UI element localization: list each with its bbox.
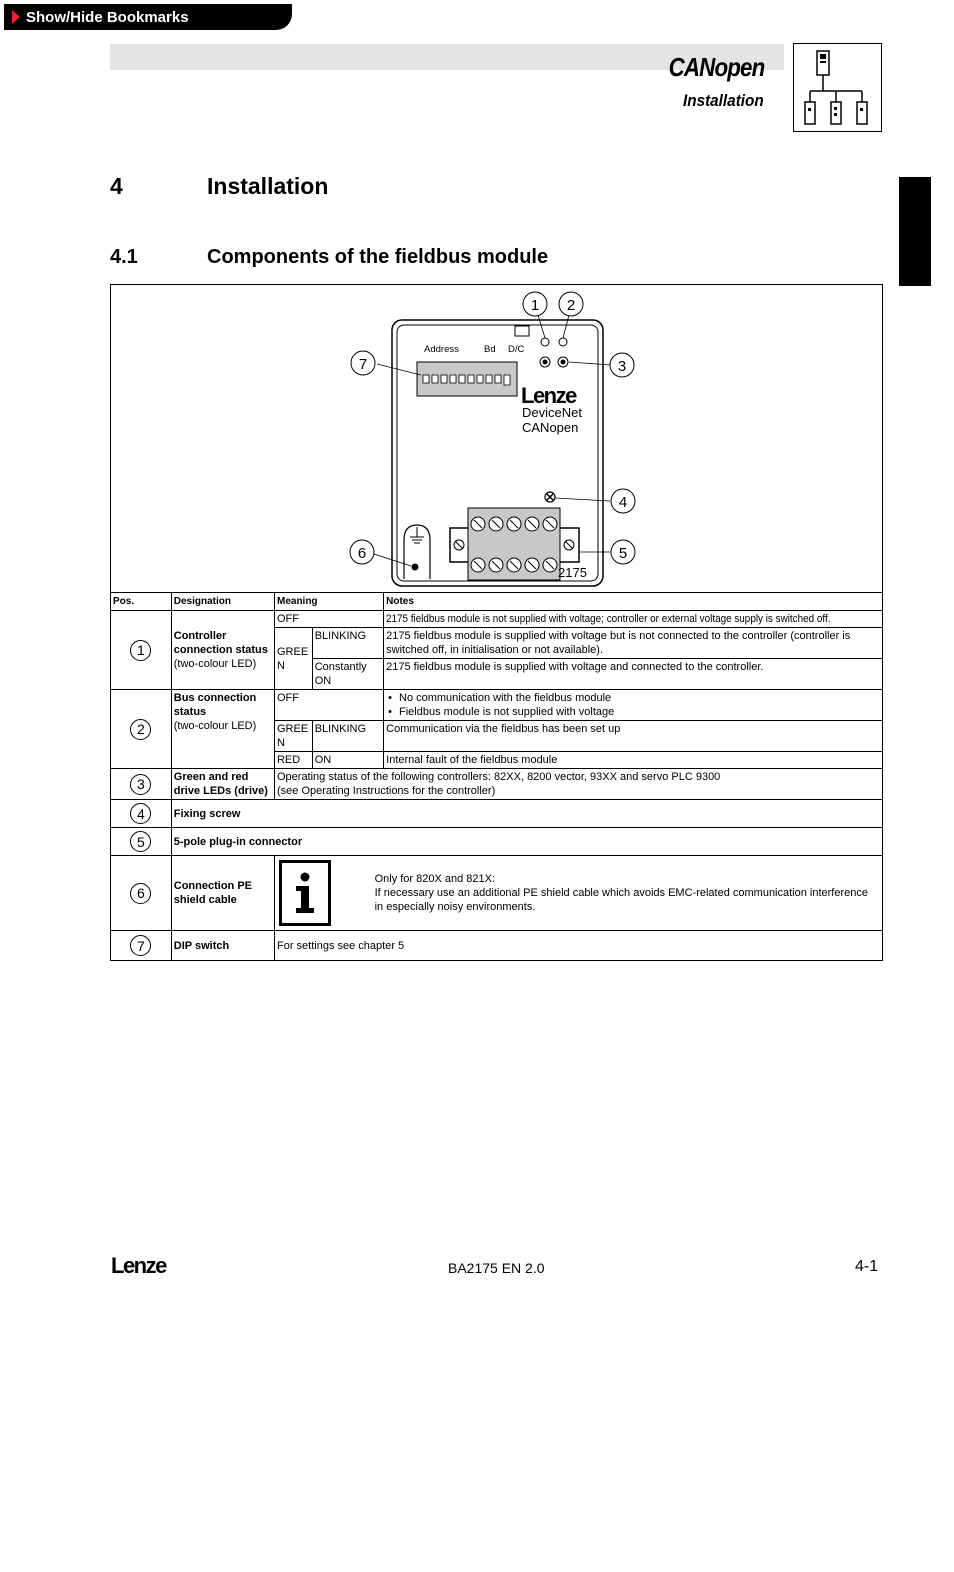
designation-controller-status: Controller connection status <box>173 630 268 656</box>
dc-label: D/C <box>508 344 525 355</box>
brand-logo: Lenze <box>521 383 576 408</box>
note-drive-leds-1: Operating status of the following controllers: 82XX, 8200 vector, 93XX and servo PLC 9300 <box>276 771 721 783</box>
pos-6: 6 <box>130 883 151 904</box>
pos-2: 2 <box>130 719 151 740</box>
callout-7: 7 <box>358 356 368 373</box>
meaning-red: RED <box>274 752 312 769</box>
table-row <box>111 611 883 628</box>
meaning-blinking: BLINKING <box>312 628 383 659</box>
table-row <box>111 769 883 800</box>
footer-logo: Lenze <box>111 1253 166 1278</box>
note-dip-switch: For settings see chapter 5 <box>274 931 882 961</box>
pos-3: 3 <box>130 774 151 795</box>
info-line-2: If necessary use an additional PE shield cable which avoids EMC-related communication interference in especially noisy environments. <box>374 887 868 913</box>
table-row <box>111 800 883 828</box>
note-on: Internal fault of the fieldbus module <box>384 752 883 769</box>
note-constantly-on: 2175 fieldbus module is supplied with voltage and connected to the controller. <box>384 659 883 690</box>
info-line-1: Only for 820X and 821X: <box>374 873 496 885</box>
devicenet-label: DeviceNet <box>522 405 582 420</box>
callout-6: 6 <box>357 545 367 562</box>
pos-7: 7 <box>130 935 151 956</box>
designation-note: (two-colour LED) <box>173 658 257 670</box>
meaning-off: OFF <box>274 611 383 628</box>
pos-5: 5 <box>130 831 151 852</box>
header-meaning: Meaning <box>274 593 383 611</box>
note-drive-leds-2: (see Operating Instructions for the controller) <box>276 785 496 797</box>
table-header-row <box>111 593 883 611</box>
header-notes: Notes <box>384 593 883 611</box>
designation-note: (two-colour LED) <box>173 720 257 732</box>
callout-5: 5 <box>618 545 628 562</box>
footer-doc-id: BA2175 EN 2.0 <box>448 1260 545 1276</box>
pos-1: 1 <box>130 640 151 661</box>
fieldbus-module-figure <box>110 284 883 593</box>
list-item: • Fieldbus module is not supplied with voltage <box>386 705 880 719</box>
address-label: Address <box>424 344 459 355</box>
designation-plug-connector: 5-pole plug-in connector <box>171 828 882 856</box>
pos-4: 4 <box>130 803 151 824</box>
components-table <box>110 592 883 961</box>
callout-1: 1 <box>530 297 540 314</box>
note-off-list <box>386 691 880 719</box>
header-designation: Designation <box>171 593 274 611</box>
note-blinking: 2175 fieldbus module is supplied with voltage but is not connected to the controller (controller is switched off, in initialisation or not available). <box>384 628 883 659</box>
table-row <box>111 931 883 961</box>
note-off: 2175 fieldbus module is not supplied with voltage; controller or external voltage supply is switched off. <box>386 613 831 625</box>
meaning-on: ON <box>312 752 383 769</box>
meaning-constantly-on: Constantly ON <box>312 659 383 690</box>
callout-2: 2 <box>566 297 576 314</box>
arrow-right-icon <box>12 10 20 24</box>
callout-3: 3 <box>617 358 627 375</box>
designation-pe-shield: Connection PE shield cable <box>171 856 274 931</box>
section-title: Installation <box>207 173 329 199</box>
section-number: 4 <box>110 173 123 199</box>
fieldbus-module-drawing <box>111 285 882 593</box>
canopen-label: CANopen <box>522 420 579 435</box>
designation-fixing-screw: Fixing screw <box>171 800 882 828</box>
footer-page-number: 4-1 <box>855 1258 879 1275</box>
meaning-blinking: BLINKING <box>312 721 383 752</box>
network-topology-icon <box>793 43 882 132</box>
header-pos: Pos. <box>111 593 172 611</box>
show-hide-bookmarks-button[interactable] <box>4 4 292 30</box>
subsection-number: 4.1 <box>110 246 138 268</box>
table-row <box>111 690 883 721</box>
table-row <box>111 828 883 856</box>
designation-dip-switch: DIP switch <box>171 931 274 961</box>
meaning-off: OFF <box>274 690 383 721</box>
chapter-thumb-tab <box>899 177 931 286</box>
show-hide-bookmarks-label: Show/Hide Bookmarks <box>26 8 189 26</box>
table-row <box>111 856 883 931</box>
note-blinking: Communication via the fieldbus has been set up <box>384 721 883 752</box>
callout-4: 4 <box>618 494 628 511</box>
bd-label: Bd <box>484 344 496 355</box>
list-item: • No communication with the fieldbus module <box>386 691 880 705</box>
info-icon <box>279 860 331 926</box>
designation-bus-status: Bus connection status <box>173 692 257 718</box>
meaning-green: GREE N <box>274 628 312 690</box>
header-title: CANopen <box>668 52 764 82</box>
subsection-title: Components of the fieldbus module <box>207 246 549 268</box>
designation-drive-leds: Green and red drive LEDs (drive) <box>171 769 274 800</box>
header-subtitle: Installation <box>683 91 764 110</box>
meaning-green: GREE N <box>274 721 312 752</box>
model-label: 2175 <box>558 565 587 580</box>
